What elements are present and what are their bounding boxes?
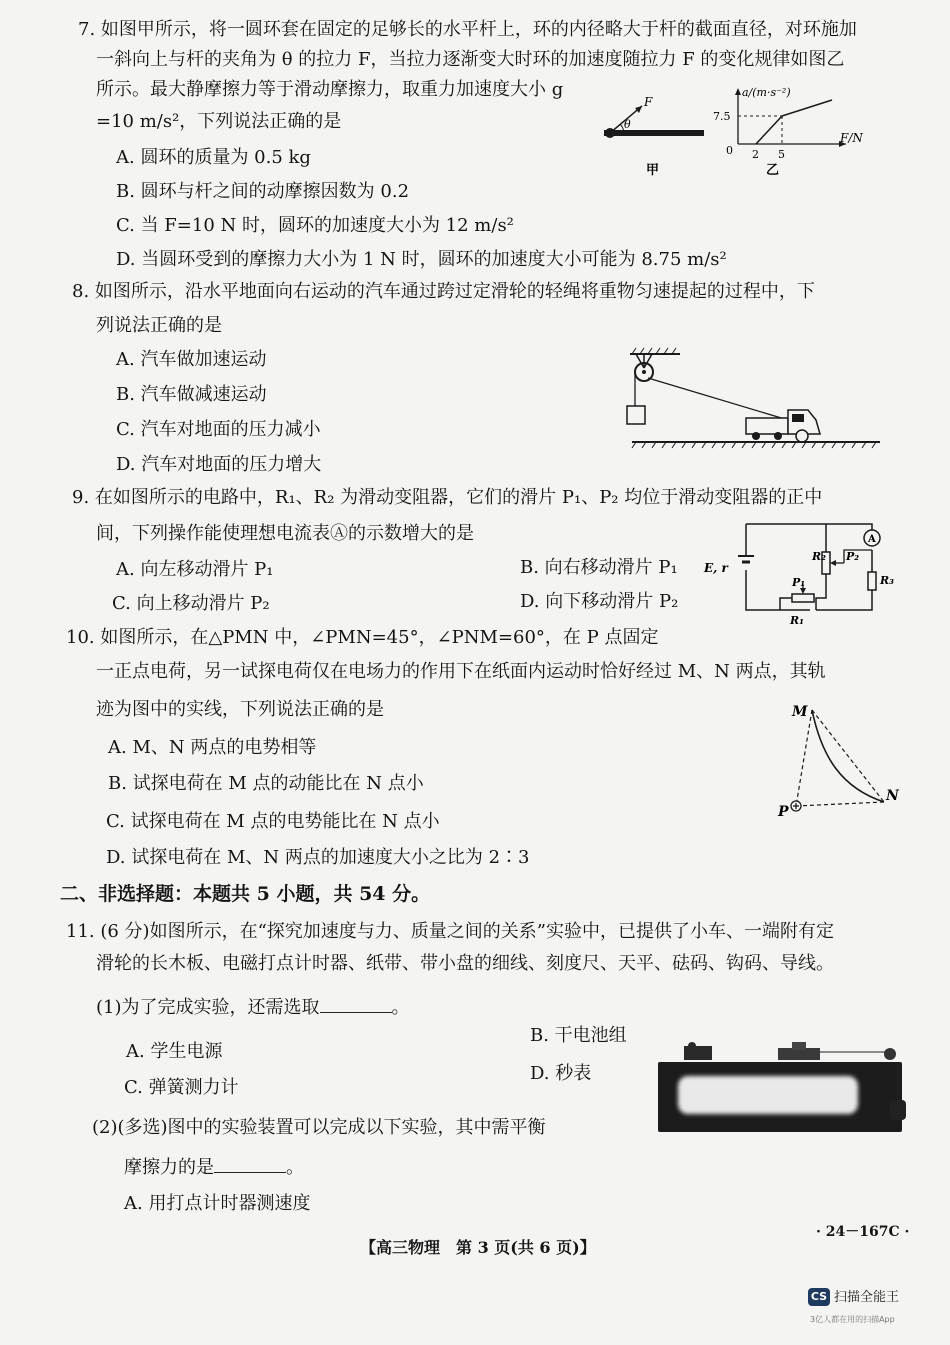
q9-option-b: B. 向右移动滑片 P₁	[520, 557, 678, 578]
svg-text:a/(m·s⁻²): a/(m·s⁻²)	[742, 86, 791, 99]
svg-text:P₂: P₂	[846, 550, 860, 563]
q7-line3: 所示。最大静摩擦力等于滑动摩擦力，取重力加速度大小 g	[96, 79, 564, 100]
svg-text:P: P	[778, 804, 789, 820]
q7-option-d: D. 当圆环受到的摩擦力大小为 1 N 时，圆环的加速度大小可能为 8.75 m/s²	[116, 249, 727, 270]
svg-text:2: 2	[752, 148, 759, 161]
q11-sub1-text: (1)为了完成实验，还需选取	[96, 997, 320, 1018]
q8-option-a: A. 汽车做加速运动	[116, 349, 267, 370]
q10-option-b: B. 试探电荷在 M 点的动能比在 N 点小	[108, 773, 424, 794]
section-2-header: 二、非选择题：本题共 5 小题，共 54 分。	[60, 883, 431, 905]
q9-option-a: A. 向左移动滑片 P₁	[116, 559, 274, 580]
q7-option-a: A. 圆环的质量为 0.5 kg	[116, 147, 311, 168]
q7-figure-jia	[600, 92, 710, 182]
q9-option-c: C. 向上移动滑片 P₂	[112, 593, 270, 614]
q11-sub2-option-a: A. 用打点计时器测速度	[124, 1193, 311, 1214]
q11-sub2-end: 。	[286, 1157, 304, 1178]
q7-figure-yi	[706, 82, 876, 182]
q11-sub2-text: 摩擦力的是	[124, 1157, 214, 1178]
q7-option-b: B. 圆环与杆之间的动摩擦因数为 0.2	[116, 181, 410, 202]
q11-line1: 11. (6 分)如图所示，在“探究加速度与力、质量之间的关系”实验中，已提供了小车、一端附有定	[66, 921, 834, 942]
camscanner-tagline: 3亿人都在用的扫描App	[810, 1315, 895, 1324]
q10-option-d: D. 试探电荷在 M、N 两点的加速度大小之比为 2∶3	[106, 847, 530, 868]
q9-line1: 9. 在如图所示的电路中，R₁、R₂ 为滑动变阻器，它们的滑片 P₁、P₂ 均位于滑动变阻器的正中	[72, 487, 823, 508]
svg-text:0: 0	[726, 144, 733, 157]
q7-line1: 7. 如图甲所示，将一圆环套在固定的足够长的水平杆上，环的内径略大于杆的截面直径，对环施加	[78, 19, 857, 40]
svg-text:5: 5	[778, 148, 785, 161]
page-code: · 24－167C ·	[816, 1224, 910, 1240]
q9-line2: 间，下列操作能使理想电流表Ⓐ的示数增大的是	[96, 523, 474, 544]
q11-apparatus-board	[678, 1076, 858, 1114]
q8-line1: 8. 如图所示，沿水平地面向右运动的汽车通过跨过定滑轮的轻绳将重物匀速提起的过程中，下	[72, 281, 815, 302]
svg-text:M: M	[792, 704, 808, 720]
svg-text:θ: θ	[624, 118, 631, 131]
svg-text:A: A	[868, 534, 876, 545]
q11-sub1-end: 。	[391, 997, 410, 1018]
q11-sub2-line2	[124, 1154, 304, 1180]
q10-line2: 一正点电荷，另一试探电荷仅在电场力的作用下在纸面内运动时恰好经过 M、N 两点，其轨	[96, 661, 826, 682]
q11-apparatus-photo	[658, 1062, 902, 1132]
q11-sub2-blank	[214, 1154, 286, 1173]
q7-line4: =10 m/s²，下列说法正确的是	[96, 111, 342, 132]
q11-sub1	[96, 994, 410, 1020]
q11-option-c: C. 弹簧测力计	[124, 1077, 239, 1098]
q8-option-b: B. 汽车做减速运动	[116, 384, 267, 405]
svg-text:7.5: 7.5	[713, 110, 731, 123]
q10-line1: 10. 如图所示，在△PMN 中，∠PMN=45°，∠PNM=60°，在 P 点固定	[66, 627, 659, 648]
q11-sub2-line1: (2)(多选)图中的实验装置可以完成以下实验，其中需平衡	[92, 1117, 546, 1138]
q11-apparatus-top	[658, 1040, 898, 1062]
svg-text:F/N: F/N	[840, 131, 863, 145]
camscanner-name: 扫描全能王	[834, 1290, 900, 1305]
q10-option-c: C. 试探电荷在 M 点的电势能比在 N 点小	[106, 811, 440, 832]
q11-sub1-blank	[320, 994, 392, 1013]
q8-option-c: C. 汽车对地面的压力减小	[116, 419, 321, 440]
q7-option-c: C. 当 F=10 N 时，圆环的加速度大小为 12 m/s²	[116, 215, 514, 236]
q9-option-d: D. 向下移动滑片 P₂	[520, 591, 679, 612]
q11-line2: 滑轮的长木板、电磁打点计时器、纸带、带小盘的细线、刻度尺、天平、砝码、钩码、导线。	[96, 953, 834, 974]
svg-text:乙: 乙	[766, 163, 780, 178]
q8-line2: 列说法正确的是	[96, 315, 222, 336]
svg-text:甲: 甲	[646, 163, 660, 178]
q11-option-a: A. 学生电源	[126, 1041, 223, 1062]
svg-text:F: F	[644, 95, 653, 109]
q10-option-a: A. M、N 两点的电势相等	[108, 737, 317, 758]
q11-hanging-weight	[884, 1062, 914, 1132]
svg-text:R₂: R₂	[812, 550, 826, 563]
svg-text:E, r: E, r	[704, 561, 728, 575]
q7-line2: 一斜向上与杆的夹角为 θ 的拉力 F，当拉力逐渐变大时环的加速度随拉力 F 的变化规律如图乙	[96, 49, 845, 70]
page-footer-label: 【高三物理 第 3 页(共 6 页)】	[360, 1238, 596, 1257]
q9-figure-circuit	[700, 512, 900, 630]
q11-option-b: B. 干电池组	[530, 1025, 627, 1046]
q10-figure-triangle	[776, 696, 906, 826]
svg-text:N: N	[886, 788, 899, 804]
q11-option-d: D. 秒表	[530, 1063, 592, 1084]
camscanner-logo-icon: CS	[808, 1288, 830, 1306]
q8-option-d: D. 汽车对地面的压力增大	[116, 454, 322, 475]
svg-text:P₁: P₁	[792, 576, 806, 589]
svg-text:R₁: R₁	[790, 614, 804, 627]
q8-figure-pulley-truck	[622, 340, 892, 460]
svg-text:R₃: R₃	[880, 574, 894, 587]
q10-line3: 迹为图中的实线，下列说法正确的是	[96, 699, 384, 720]
